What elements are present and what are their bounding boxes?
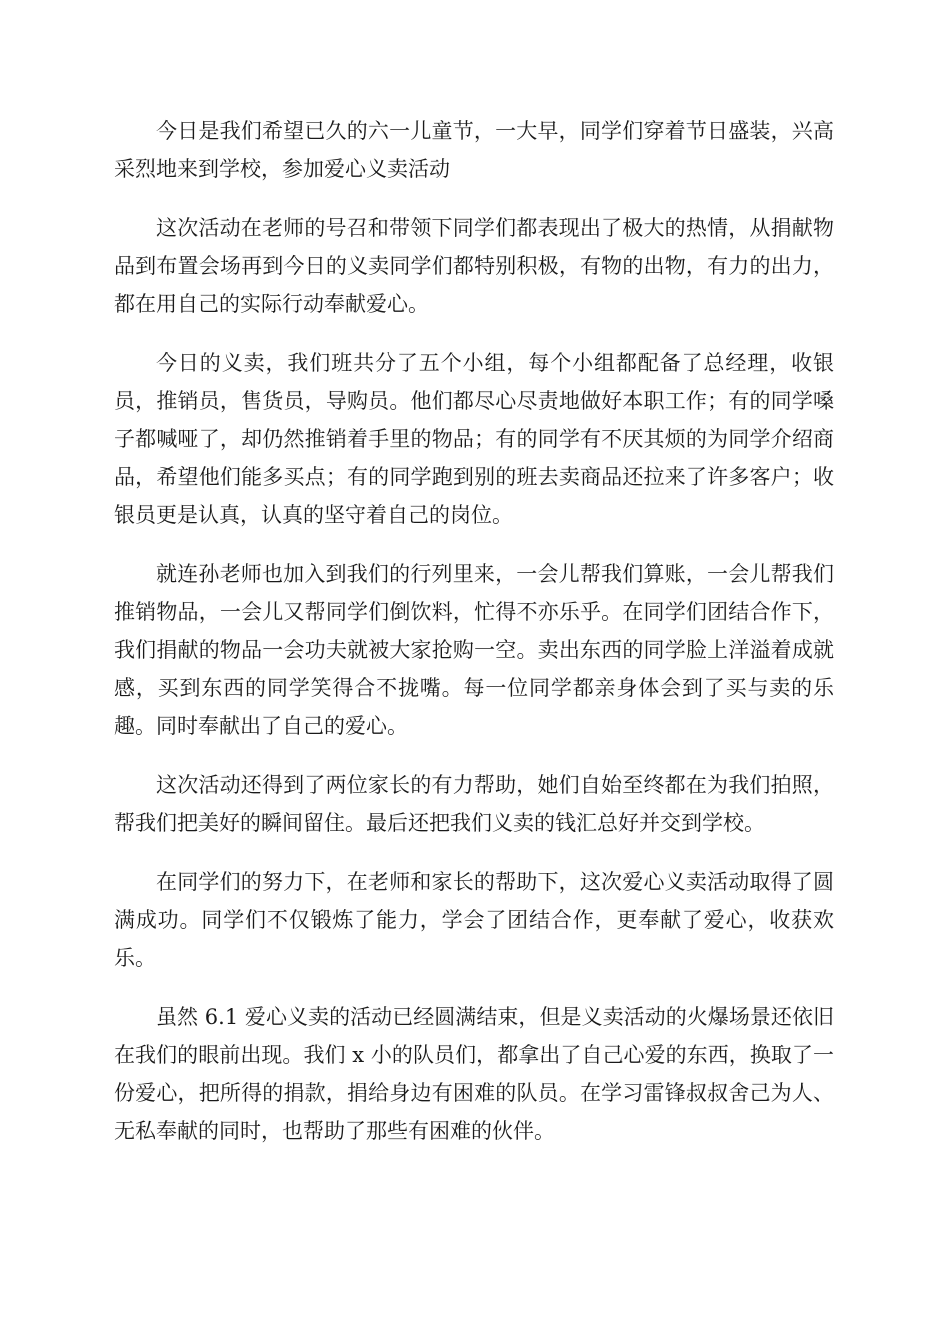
paragraph: 虽然 6.1 爱心义卖的活动已经圆满结束，但是义卖活动的火爆场景还依旧在我们的眼前出现。我们 x 小的队员们，都拿出了自己心爱的东西，换取了一份爱心，把所得的捐款，捐给身边有困难的队员。在学习雷锋叔叔舍己为人、无私奉献的同时，也帮助了那些有困难的伙伴。 <box>114 1005 834 1143</box>
paragraph: 在同学们的努力下，在老师和家长的帮助下，这次爱心义卖活动取得了圆满成功。同学们不仅锻炼了能力，学会了团结合作，更奉献了爱心，收获欢乐。 <box>114 870 834 970</box>
paragraph: 这次活动还得到了两位家长的有力帮助，她们自始至终都在为我们拍照，帮我们把美好的瞬间留住。最后还把我们义卖的钱汇总好并交到学校。 <box>114 773 834 835</box>
paragraph: 今日是我们希望已久的六一儿童节，一大早，同学们穿着节日盛装，兴高采烈地来到学校，参加爱心义卖活动 <box>114 119 834 181</box>
paragraph: 这次活动在老师的号召和带领下同学们都表现出了极大的热情，从捐献物品到布置会场再到今日的义卖同学们都特别积极，有物的出物，有力的出力，都在用自己的实际行动奉献爱心。 <box>114 216 834 316</box>
paragraph: 就连孙老师也加入到我们的行列里来，一会儿帮我们算账，一会儿帮我们推销物品，一会儿又帮同学们倒饮料，忙得不亦乐乎。在同学们团结合作下，我们捐献的物品一会功夫就被大家抢购一空。卖出东西的同学脸上洋溢着成就感，买到东西的同学笑得合不拢嘴。每一位同学都亲身体会到了买与卖的乐趣。同时奉献出了自己的爱心。 <box>114 562 834 738</box>
paragraph: 今日的义卖，我们班共分了五个小组，每个小组都配备了总经理，收银员，推销员，售货员，导购员。他们都尽心尽责地做好本职工作；有的同学嗓子都喊哑了，却仍然推销着手里的物品；有的同学有不厌其烦的为同学介绍商品，希望他们能多买点；有的同学跑到别的班去卖商品还拉来了许多客户；收银员更是认真，认真的坚守着自己的岗位。 <box>114 351 834 527</box>
document-body <box>114 112 834 1171</box>
